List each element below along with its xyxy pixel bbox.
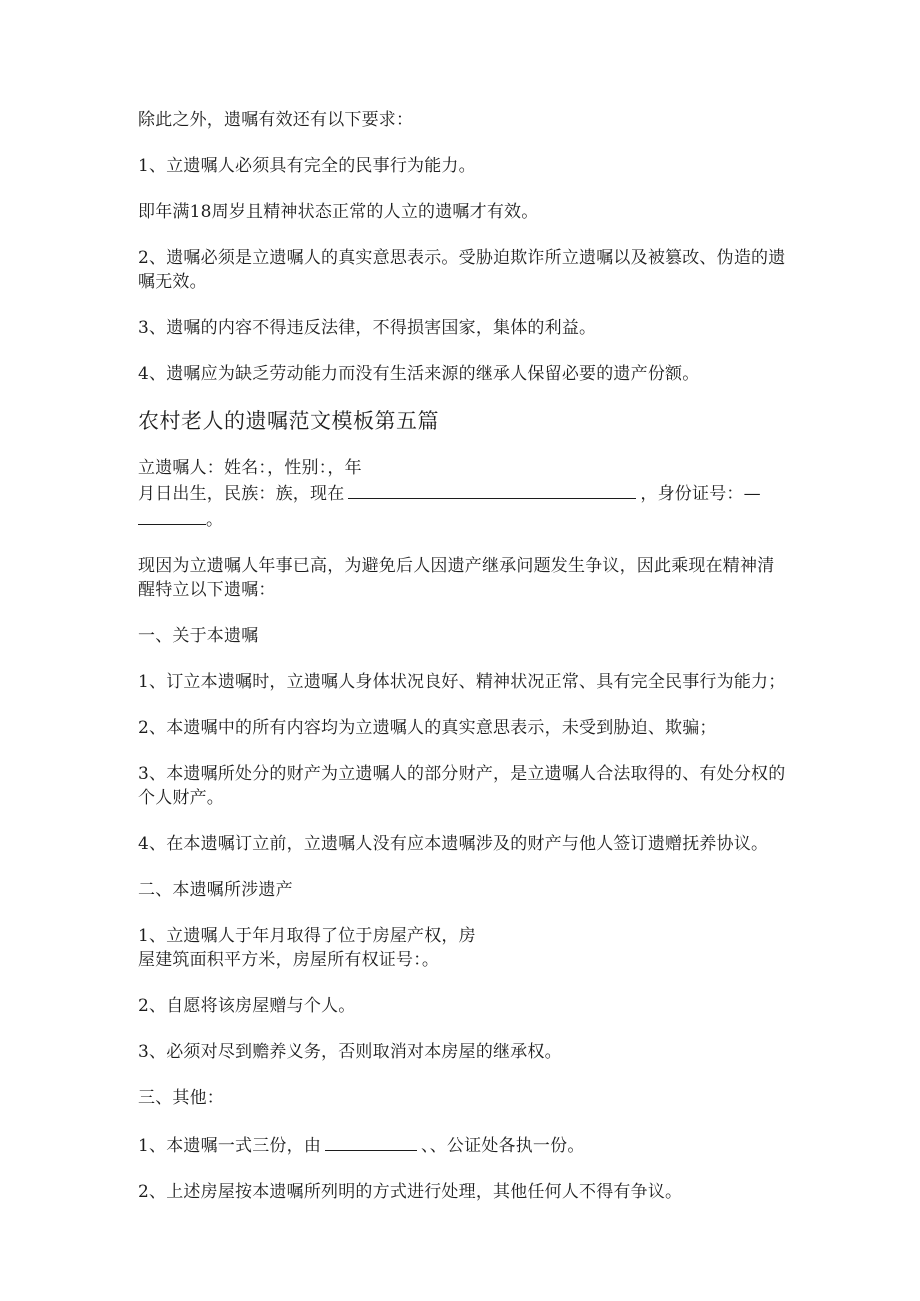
section-3-item-2: 2、上述房屋按本遗嘱所列明的方式进行处理，其他任何人不得有争议。 (138, 1182, 683, 1202)
address-blank (348, 480, 636, 499)
requirement-3: 3、遗嘱的内容不得违反法律，不得损害国家，集体的利益。 (138, 318, 597, 338)
testator-line-2 (138, 480, 788, 506)
copies-text: 1、本遗嘱一式三份，由 (138, 1136, 322, 1156)
preamble-paragraph: 现因为立遗嘱人年事已高，为避免后人因遗产继承问题发生争议，因此乘现在精神清醒特立以下遗嘱： (138, 556, 775, 600)
section-1-item-1: 1、订立本遗嘱时，立遗嘱人身体状况良好、精神状况正常、具有完全民事行为能力； (138, 672, 786, 692)
section-2-item-1-line-2: 屋建筑面积平方米，房屋所有权证号：。 (138, 950, 440, 970)
testator-line-1: 立遗嘱人：姓名：，性别：，年 (138, 458, 362, 478)
section-2-heading: 二、本遗嘱所涉遗产 (138, 880, 293, 900)
section-3-heading: 三、其他： (138, 1088, 224, 1108)
document-body (138, 108, 788, 1204)
requirement-4: 4、遗嘱应为缺乏劳动能力而没有生活来源的继承人保留必要的遗产份额。 (138, 364, 700, 384)
section-title: 农村老人的遗嘱范文模板第五篇 (138, 409, 439, 433)
testator-line-3 (138, 506, 788, 532)
id-number-text: ，身份证号：— (640, 484, 761, 504)
section-2-item-2: 2、自愿将该房屋赠与个人。 (138, 996, 356, 1016)
section-1-item-4: 4、在本遗嘱订立前，立遗嘱人没有应本遗嘱涉及的财产与他人签订遗赠抚养协议。 (138, 834, 769, 854)
id-number-blank (138, 506, 206, 525)
testator-line-end: 。 (206, 510, 224, 530)
holder-blank (325, 1132, 417, 1151)
intro-paragraph: 除此之外，遗嘱有效还有以下要求： (138, 110, 414, 130)
testator-birth-text: 月日出生，民族：族，现在 (138, 484, 345, 504)
requirement-1: 1、立遗嘱人必须具有完全的民事行为能力。 (138, 156, 476, 176)
section-1-item-3: 3、本遗嘱所处分的财产为立遗嘱人的部分财产，是立遗嘱人合法取得的、有处分权的个人财产。 (138, 764, 786, 808)
section-1-heading: 一、关于本遗嘱 (138, 626, 259, 646)
requirement-2: 2、遗嘱必须是立遗嘱人的真实意思表示。受胁迫欺诈所立遗嘱以及被篡改、伪造的遗嘱无效。 (138, 248, 786, 292)
section-1-item-2: 2、本遗嘱中的所有内容均为立遗嘱人的真实意思表示，未受到胁迫、欺骗； (138, 718, 717, 738)
section-2-item-3: 3、必须对尽到赡养义务，否则取消对本房屋的继承权。 (138, 1042, 562, 1062)
section-2-item-1-line-1: 1、立遗嘱人于年月取得了位于房屋产权，房 (138, 926, 476, 946)
section-3-item-1 (138, 1132, 788, 1158)
copies-holders-text: 、、公证处各执一份。 (421, 1136, 585, 1156)
requirement-1-note: 即年满18周岁且精神状态正常的人立的遗嘱才有效。 (138, 202, 539, 222)
